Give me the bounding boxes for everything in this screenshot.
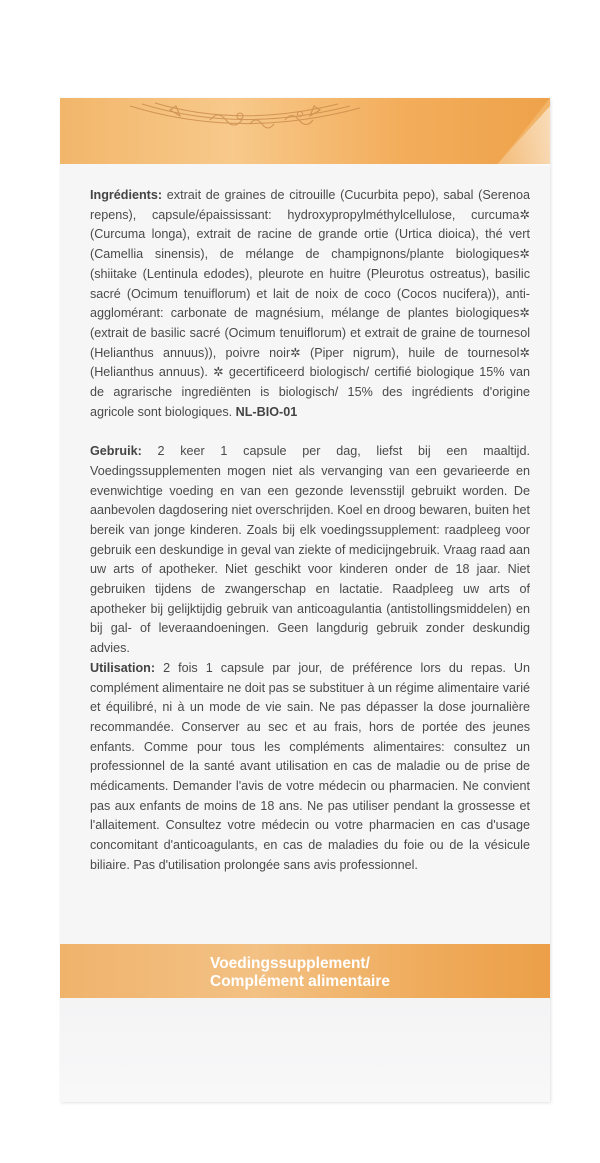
bottom-blank-panel xyxy=(60,998,550,1102)
supplement-label xyxy=(210,955,390,991)
gebruik-body: 2 keer 1 capsule per dag, liefst bij een maaltijd. Voedingssupplementen mogen niet als vervanging van een gevarieerde en evenwichtige voeding en van een gezonde levensstijl gebruikt worden. De aanbevolen dagdosering niet overschrijden. Koel en droog bewaren, buiten het bereik van jonge kinderen. Zoals bij elk voedingssupplement: raadpleeg voor gebruik een deskundige in geval van ziekte of medicijngebruik. Vraag raad aan uw arts of apotheker. Niet geschikt voor kinderen onder de 18 jaar. Niet gebruiken tijdens de zwangerschap en lactatie. Raadpleeg uw arts of apotheker bij gelijktijdig gebruik van anticoagulantia (antistollingsmiddelen) en bij gal- of leveraandoeningen. Geen langdurig gebruik zonder deskundig advies. xyxy=(90,444,530,656)
gebruik-paragraph xyxy=(90,442,530,659)
bottom-orange-band xyxy=(60,944,550,998)
ingredients-heading: Ingrédients: xyxy=(90,188,167,202)
gebruik-heading: Gebruik: xyxy=(90,444,158,459)
ingredients-paragraph xyxy=(90,186,530,422)
utilisation-paragraph xyxy=(90,659,530,876)
top-orange-band xyxy=(60,98,550,164)
supplement-label-nl: Voedingssupplement/ xyxy=(210,955,370,972)
utilisation-body: 2 fois 1 capsule par jour, de préférence lors du repas. Un complément alimentaire ne doit pas se substituer à un régime alimentaire varié et équilibré, ni à un mode de vie sain. Ne pas dépasser la dose journalière recommandée. Conserver au sec et au frais, hors de portée des jeunes enfants. Comme pour tous les compléments alimentaires: consultez un professionnel de la santé avant utilisation en cas de maladie ou de prise de médicaments. Demander l'avis de votre médecin ou pharmacien. Ne convient pas aux enfants de moins de 18 ans. Ne pas utiliser pendant la grossesse et l'allaitement. Consultez votre médecin ou votre pharmacien en cas d'usage concomitant d'anticoagulants, en cas de maladies du foie ou de la vésicule biliaire. Pas d'utilisation prolongée sans avis professionnel. xyxy=(90,660,530,872)
supplement-label-fr: Complément alimentaire xyxy=(210,973,391,990)
ingredients-body: extrait de graines de citrouille (Cucurbita pepo), sabal (Serenoa repens), capsule/épaississant: hydroxypropylméthylcellulose, curcuma✲ (Curcuma longa), extrait de racine de grande ortie (Urtica dioica), thé vert (Camellia sinensis), de mélange de champignons/plante biologiques✲ (shiitake (Lentinula edodes), pleurote en huitre (Pleurotus ostreatus), basilic sacré (Ocimum tenuiflorum) et lait de noix de coco (Cocos nucifera)), anti-agglomérant: carbonate de magnésium, mélange de plantes biologiques✲ (extrait de basilic sacré (Ocimum tenuiflorum) et extrait de graine de tournesol (Helianthus annuus)), poivre noir✲ (Piper nigrum), huile de tournesol✲ (Helianthus annuus). ✲ gecertificeerd biologisch/ certifié biologique 15% van de agrarische ingrediënten is biologisch/ 15% des ingrédients d'origine agricole sont biologiques. xyxy=(90,188,530,419)
label-text xyxy=(90,186,530,876)
product-box-side xyxy=(60,98,550,1102)
emblem-ornament-icon xyxy=(60,98,550,164)
bio-code: NL-BIO-01 xyxy=(235,404,298,419)
utilisation-heading: Utilisation: xyxy=(90,660,164,675)
